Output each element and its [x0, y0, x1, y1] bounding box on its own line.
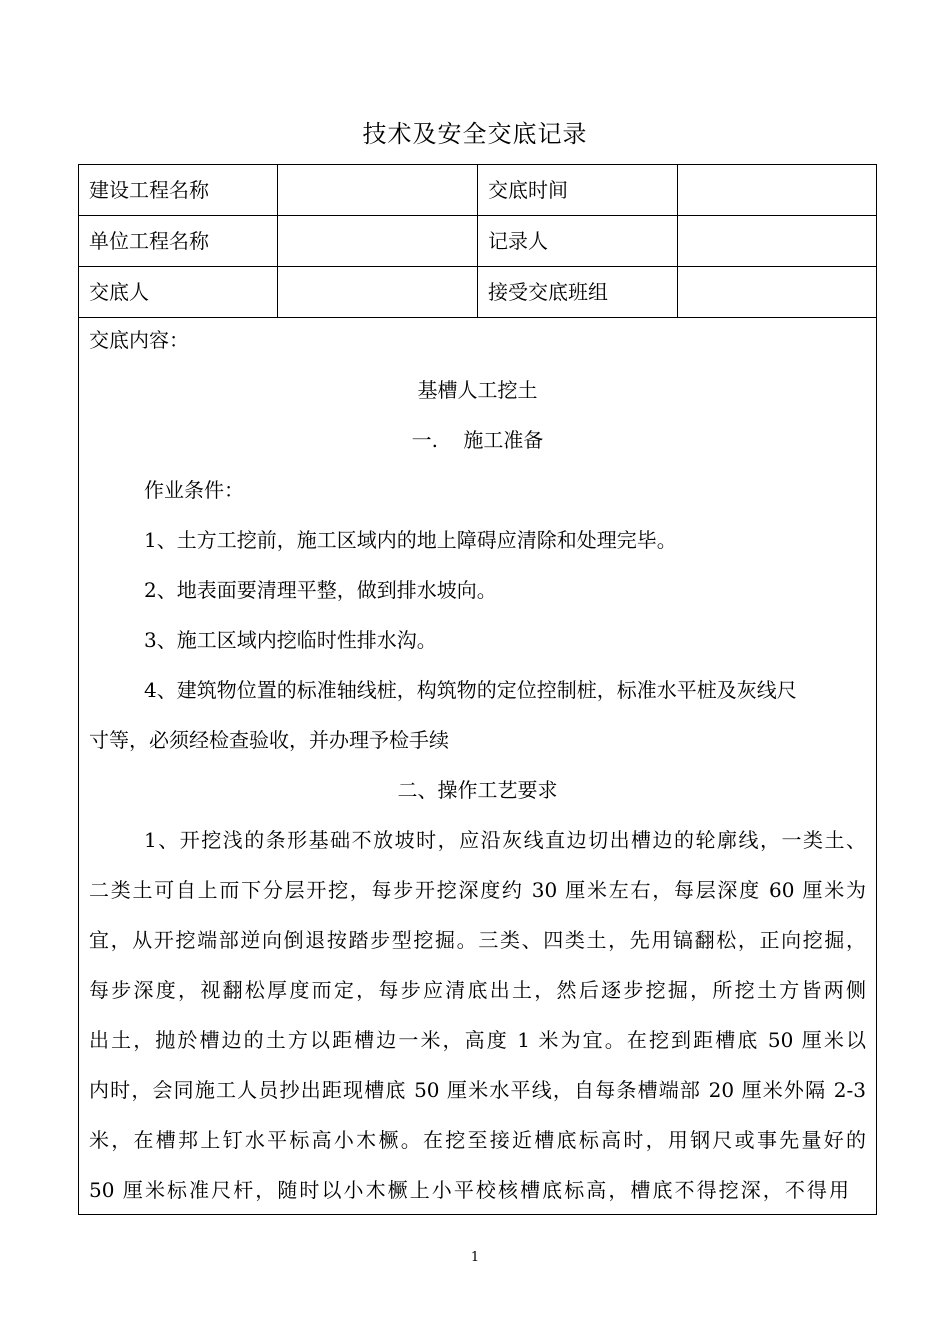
condition-item-4-line-2: 寸等，必须经检查验收，并办理予检手续	[89, 728, 449, 752]
paragraph-1-line-7: 米，在槽邦上钉水平标高小木橛。在挖至接近槽底标高时，用钢尺或事先量好的	[89, 1128, 866, 1152]
content-label: 交底内容：	[89, 328, 189, 352]
value-briefing-time[interactable]	[678, 165, 876, 215]
document-title: 技术及安全交底记录	[362, 120, 588, 148]
header-row-2	[79, 216, 876, 267]
label-project-name: 建设工程名称	[79, 165, 278, 215]
label-briefing-time: 交底时间	[478, 165, 678, 215]
record-table	[78, 164, 877, 1215]
label-receiving-team: 接受交底班组	[478, 267, 678, 317]
content-heading: 基槽人工挖土	[417, 378, 538, 402]
label-briefer: 交底人	[79, 267, 278, 317]
condition-item-4-line-1: 4、建筑物位置的标准轴线桩，构筑物的定位控制桩，标准水平桩及灰线尺	[144, 678, 797, 702]
value-unit-project-name[interactable]	[278, 216, 478, 266]
value-briefer[interactable]	[278, 267, 478, 317]
paragraph-1-line-3: 宜，从开挖端部逆向倒退按踏步型挖掘。三类、四类土，先用镐翻松，正向挖掘，	[89, 928, 866, 952]
page-number: 1	[470, 1250, 480, 1265]
value-recorder[interactable]	[678, 216, 876, 266]
paragraph-1-line-5: 出土，抛於槽边的土方以距槽边一米，高度 1 米为宜。在挖到距槽底 50 厘米以	[89, 1028, 866, 1052]
label-recorder: 记录人	[478, 216, 678, 266]
paragraph-1-line-6: 内时，会同施工人员抄出距现槽底 50 厘米水平线，自每条槽端部 20 厘米外隔 2-3	[89, 1078, 866, 1102]
condition-item-1: 1、土方工挖前，施工区域内的地上障碍应清除和处理完毕。	[144, 528, 677, 552]
paragraph-1-line-1: 1、开挖浅的条形基础不放坡时，应沿灰线直边切出槽边的轮廓线，一类土、	[144, 828, 866, 852]
section-2-title: 二、操作工艺要求	[397, 778, 558, 802]
section-1-title: 一. 施工准备	[411, 428, 544, 452]
value-project-name[interactable]	[278, 165, 478, 215]
header-row-3	[79, 267, 876, 318]
paragraph-1-line-2: 二类土可自上而下分层开挖，每步开挖深度约 30 厘米左右，每层深度 60 厘米为	[89, 878, 866, 902]
work-conditions-label: 作业条件：	[144, 478, 244, 502]
condition-item-2: 2、地表面要清理平整，做到排水坡向。	[144, 578, 497, 602]
value-receiving-team[interactable]	[678, 267, 876, 317]
header-row-1	[79, 165, 876, 216]
label-unit-project-name: 单位工程名称	[79, 216, 278, 266]
paragraph-1-line-8: 50 厘米标准尺杆，随时以小木橛上小平校核槽底标高，槽底不得挖深，不得用	[89, 1178, 849, 1202]
condition-item-3: 3、施工区域内挖临时性排水沟。	[144, 628, 437, 652]
paragraph-1-line-4: 每步深度，视翻松厚度而定，每步应清底出土，然后逐步挖掘，所挖土方皆两侧	[89, 978, 866, 1002]
